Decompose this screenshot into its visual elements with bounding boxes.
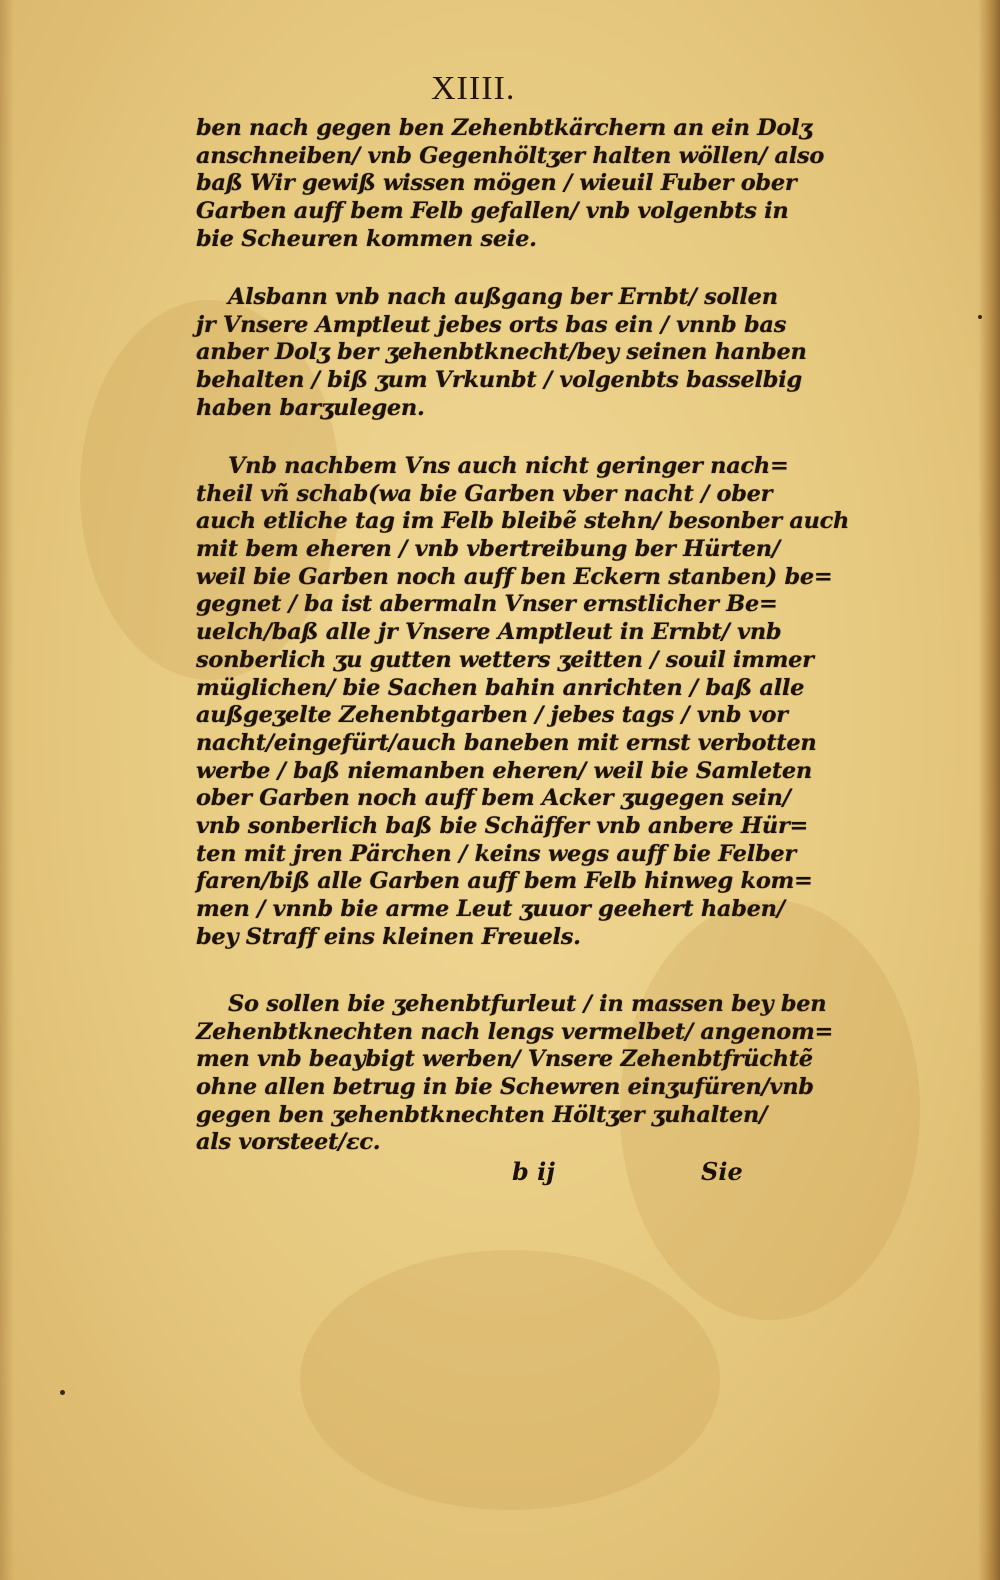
paragraph-1 [196, 115, 825, 253]
text-line: als vorsteet/ɛc. [196, 1129, 381, 1156]
text-line: anschneiben/ vnb Gegenhöltʒer halten wöllen/ also [196, 142, 825, 169]
text-line: men vnb beaybigt werben/ Vnsere Zehenbtfrüchtẽ [196, 1046, 813, 1073]
ink-speck [978, 315, 982, 319]
signature-line [196, 1157, 761, 1187]
text-line: müglichen/ bie Sachen bahin anrichten / baß alle [196, 674, 805, 701]
text-line: jr Vnsere Amptleut jebes orts bas ein / vnnb bas [196, 311, 787, 338]
paragraph-4 [196, 991, 834, 1157]
text-line: auch etliche tag im Felb bleibẽ stehn/ besonber auch [196, 508, 850, 535]
text-line: So sollen bie ʒehenbtfurleut / in massen bey ben [228, 991, 827, 1017]
text-line: bey Straff eins kleinen Freuels. [196, 923, 581, 950]
text-line: Zehenbtknechten nach lengs vermelbet/ angenom= [196, 1018, 834, 1045]
signature-mark: b ij [512, 1157, 555, 1186]
paper-stain [300, 1250, 720, 1510]
text-line: sonberlich ʒu gutten wetters ʒeitten / souil immer [196, 646, 814, 673]
text-line: außgeʒelte Zehenbtgarben / jebes tags / vnb vor [196, 702, 788, 729]
text-line: vnb sonberlich baß bie Schäffer vnb anbere Hür= [196, 812, 809, 839]
text-line: ben nach gegen ben Zehenbtkärchern an ein Dolʒ [196, 115, 812, 141]
paragraph-3 [196, 453, 850, 951]
text-line: haben barʒulegen. [196, 394, 425, 421]
folio-number: XIIII. [431, 70, 516, 107]
text-line: men / vnnb bie arme Leut ʒuuor geehert haben/ [196, 896, 785, 922]
text-line: ten mit jren Pärchen / keins wegs auff bie Felber [196, 840, 796, 867]
text-line: behalten / biß ʒum Vrkunbt / volgenbts basselbig [196, 367, 802, 394]
text-line: werbe / baß niemanben eheren/ weil bie Samleten [196, 757, 812, 784]
page-right-edge [978, 0, 1000, 1580]
text-line: Garben auff bem Felb gefallen/ vnb volgenbts in [196, 198, 789, 225]
ink-speck [60, 1390, 65, 1395]
text-line: mit bem eheren / vnb vbertreibung ber Hürten/ [196, 536, 780, 563]
text-line: ohne allen betrug in bie Schewren einʒufüren/vnb [196, 1074, 814, 1101]
text-line: faren/biß alle Garben auff bem Felb hinweg kom= [196, 868, 813, 895]
text-line: nacht/eingefürt/auch baneben mit ernst verbotten [196, 729, 817, 756]
page-left-shadow [0, 0, 14, 1580]
text-line: ober Garben noch auff bem Acker ʒugegen sein/ [196, 785, 791, 812]
text-line: bie Scheuren kommen seie. [196, 225, 537, 252]
text-line: theil vñ schab(wa bie Garben vber nacht / ober [196, 480, 773, 507]
text-line: Vnb nachbem Vns auch nicht geringer nach= [228, 453, 789, 479]
text-line: Alsbann vnb nach außgang ber Ernbt/ sollen [228, 284, 778, 310]
text-line: baß Wir gewiß wissen mögen / wieuil Fuber ober [196, 170, 797, 197]
text-line: gegnet / ba ist abermaln Vnser ernstlicher Be= [196, 591, 778, 618]
text-line: weil bie Garben noch auff ben Eckern stanben) be= [196, 563, 833, 590]
text-line: uelch/baß alle jr Vnsere Amptleut in Ernbt/ vnb [196, 619, 782, 646]
text-line: anber Dolʒ ber ʒehenbtknecht/bey seinen hanben [196, 339, 807, 366]
catchword: Sie [701, 1157, 743, 1186]
paragraph-2 [196, 284, 807, 422]
text-line: gegen ben ʒehenbtknechten Höltʒer ʒuhalten/ [196, 1101, 767, 1128]
